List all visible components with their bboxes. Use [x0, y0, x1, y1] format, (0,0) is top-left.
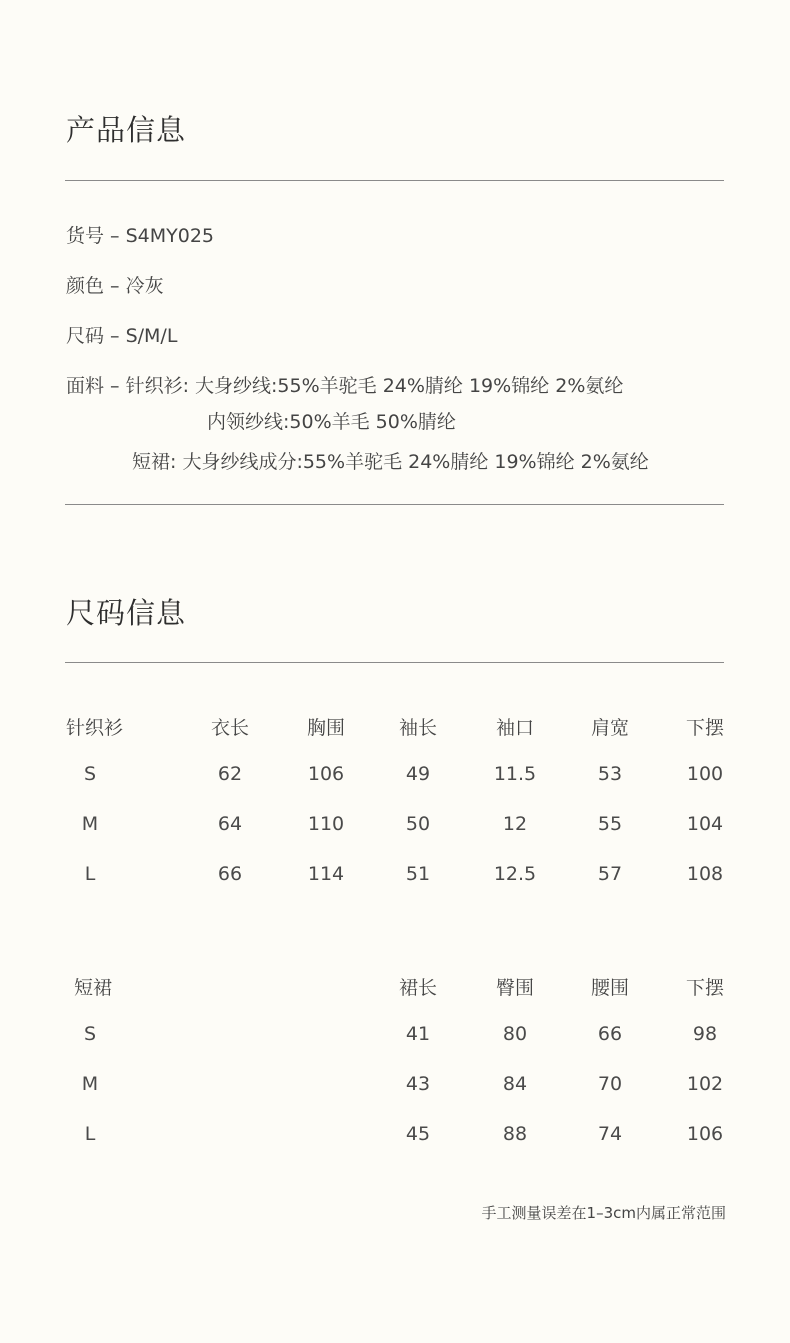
fabric-skirt-line: 短裙: 大身纱线成分:55%羊驼毛 24%腈纶 19%锦纶 2%氨纶 [132, 451, 649, 473]
table-cell: 106 [686, 1123, 724, 1145]
fabric-knit-line: 面料 – 针织衫: 大身纱线:55%羊驼毛 24%腈纶 19%锦纶 2%氨纶 [66, 375, 624, 397]
table-cell: 100 [686, 763, 724, 785]
table-row-size: M [81, 1073, 99, 1095]
table-row-size: M [81, 813, 99, 835]
table-cell: 80 [502, 1023, 528, 1045]
table-cell: 66 [597, 1023, 623, 1045]
table-cell: 84 [502, 1073, 528, 1095]
table-cell: 104 [686, 813, 724, 835]
table-row-size: L [84, 1123, 96, 1145]
table-cell: 108 [686, 863, 724, 885]
table-cell: 88 [502, 1123, 528, 1145]
table-cell: 102 [686, 1073, 724, 1095]
table-header-cell: 胸围 [306, 717, 346, 739]
table-cell: 114 [307, 863, 345, 885]
table-cell: 12 [502, 813, 528, 835]
table-cell: 45 [405, 1123, 431, 1145]
table-header-cell: 肩宽 [590, 717, 630, 739]
table-cell: 11.5 [493, 763, 537, 785]
table-row-size: S [83, 763, 97, 785]
table-header-cell: 衣长 [210, 717, 250, 739]
table-cell: 70 [597, 1073, 623, 1095]
table-row-size: L [84, 863, 96, 885]
table-header-cell: 袖口 [495, 717, 535, 739]
table-header-cell: 裙长 [398, 977, 438, 999]
sku-line: 货号 – S4MY025 [66, 225, 214, 247]
fabric-collar-line: 内领纱线:50%羊毛 50%腈纶 [207, 411, 456, 433]
table-cell: 55 [597, 813, 623, 835]
table-cell: 62 [217, 763, 243, 785]
table-header-cell: 臀围 [495, 977, 535, 999]
divider [65, 662, 724, 663]
divider [65, 504, 724, 505]
table-cell: 64 [217, 813, 243, 835]
table-cell: 106 [307, 763, 345, 785]
table-cell: 110 [307, 813, 345, 835]
table-cell: 74 [597, 1123, 623, 1145]
table-cell: 51 [405, 863, 431, 885]
table-cell: 50 [405, 813, 431, 835]
table-header-cell: 袖长 [398, 717, 438, 739]
table-cell: 66 [217, 863, 243, 885]
table-row-size: S [83, 1023, 97, 1045]
table-cell: 98 [692, 1023, 718, 1045]
measurement-note: 手工测量误差在1–3cm内属正常范围 [481, 1204, 726, 1222]
table-cell: 57 [597, 863, 623, 885]
table-header-cell: 短裙 [74, 977, 113, 999]
color-line: 颜色 – 冷灰 [66, 275, 164, 297]
size-info-title: 尺码信息 [66, 596, 187, 630]
table-header-cell: 针织衫 [66, 717, 124, 739]
table-cell: 53 [597, 763, 623, 785]
table-header-cell: 下摆 [685, 977, 725, 999]
size-line: 尺码 – S/M/L [66, 325, 178, 347]
table-header-cell: 腰围 [590, 977, 630, 999]
divider [65, 180, 724, 181]
table-cell: 43 [405, 1073, 431, 1095]
table-cell: 41 [405, 1023, 431, 1045]
table-header-cell: 下摆 [685, 717, 725, 739]
table-cell: 49 [405, 763, 431, 785]
product-info-title: 产品信息 [66, 113, 187, 147]
table-cell: 12.5 [493, 863, 537, 885]
